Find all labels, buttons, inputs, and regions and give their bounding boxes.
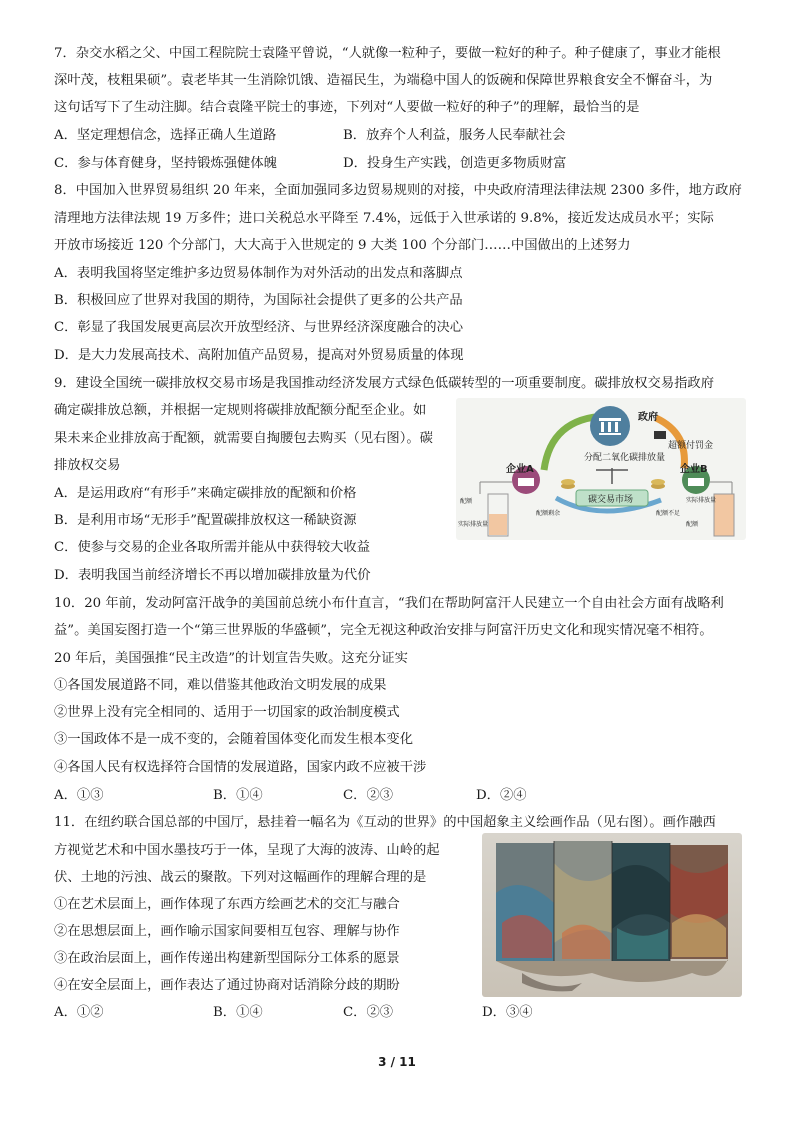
q11-option-c: C．②③ <box>343 1005 394 1020</box>
q8-stem-line-2: 清理地方法律法规 19 万多件；进口关税总水平降至 7.4%，远低于入世承诺的 9.8%，接近发达成员水平；实际 <box>54 211 714 226</box>
q9-option-d: D．表明我国当前经济增长不再以增加碳排放量为代价 <box>54 568 371 583</box>
q11-option-b: B．①④ <box>213 1005 263 1020</box>
q8-option-d: D．是大力发展高技术、高附加值产品贸易，提高对外贸易质量的体现 <box>54 348 464 363</box>
q11-statement-4: ④在安全层面上，画作表达了通过协商对话消除分歧的期盼 <box>54 978 400 993</box>
q7-stem-line-2: 深叶茂，枝粗果硕”。袁老毕其一生消除饥饿、造福民生，为端稳中国人的饭碗和保障世界粮食安全不懈奋斗，为 <box>54 73 713 88</box>
q9-stem-line-2: 确定碳排放总额，并根据一定规则将碳排放配额分配至企业。如 <box>54 403 427 418</box>
firm-b-quota-label: 配额 <box>686 521 699 528</box>
q9-stem-line-1: 9．建设全国统一碳排放权交易市场是我国推动经济发展方式绿色低碳转型的一项重要制度。碳排放权交易指政府 <box>54 376 715 391</box>
q11-statement-3: ③在政治层面上，画作传递出构建新型国际分工体系的愿景 <box>54 951 400 966</box>
q9-option-c: C．使参与交易的企业各取所需并能从中获得较大收益 <box>54 540 371 555</box>
q7-option-c: C．参与体育健身，坚持锻炼强健体魄 <box>54 156 277 171</box>
q9-stem-line-3: 果未来企业排放高于配额，就需要自掏腰包去购买（见右图）。碳 <box>54 431 433 446</box>
q11-statement-1: ①在艺术层面上，画作体现了东西方绘画艺术的交汇与融合 <box>54 897 400 912</box>
firm-a-quota-label: 配额 <box>460 498 473 505</box>
q8-stem-line-1: 8．中国加入世界贸易组织 20 年来，全面加强同多边贸易规则的对接，中央政府清理法律法规 2300 多件，地方政府 <box>54 183 742 198</box>
q10-stem-line-2: 益”。美国妄图打造一个“第三世界版的华盛顿”，完全无视这种政治安排与阿富汗历史文化和现实情况毫不相符。 <box>54 623 713 638</box>
q9-option-a: A．是运用政府“有形手”来确定碳排放的配额和价格 <box>54 486 357 501</box>
painting-interactive-world <box>482 833 742 997</box>
q10-statement-3: ③一国政体不是一成不变的，会随着国体变化而发生根本变化 <box>54 732 414 747</box>
firm-a-actual-label: 实际排放量 <box>458 521 489 528</box>
q7-option-d: D．投身生产实践，创造更多物质财富 <box>343 156 567 171</box>
q7-option-a: A．坚定理想信念，选择正确人生道路 <box>54 128 277 143</box>
q11-option-d: D．③④ <box>482 1005 533 1020</box>
firm-a-remaining-label: 配额剩余 <box>536 510 561 517</box>
carbon-trading-diagram <box>456 398 746 540</box>
q9-stem-line-4: 排放权交易 <box>54 458 121 473</box>
q7-option-b: B．放弃个人利益，服务人民奉献社会 <box>343 128 566 143</box>
q10-option-b: B．①④ <box>213 788 263 803</box>
market-label: 碳交易市场 <box>588 495 634 505</box>
q10-option-a: A．①③ <box>54 788 104 803</box>
q7-stem-line-1: 7．杂交水稻之父、中国工程院院士袁隆平曾说，“人就像一粒种子，要做一粒好的种子。种子健康了，事业才能根 <box>54 46 721 61</box>
q11-stem-line-1: 11．在纽约联合国总部的中国厅，悬挂着一幅名为《互动的世界》的中国超象主义绘画作品（见右图）。画作融西 <box>54 815 716 830</box>
q10-option-c: C．②③ <box>343 788 394 803</box>
page-number: 3 / 11 <box>378 1055 416 1069</box>
q9-option-b: B．是利用市场“无形手”配置碳排放权这一稀缺资源 <box>54 513 357 528</box>
firm-b-short-label: 配额不足 <box>656 510 681 517</box>
q11-stem-line-2: 方视觉艺术和中国水墨技巧于一体，呈现了大海的波涛、山岭的起 <box>54 843 440 858</box>
q10-option-d: D．②④ <box>476 788 527 803</box>
q10-statement-2: ②世界上没有完全相同的、适用于一切国家的政治制度模式 <box>54 705 400 720</box>
government-label: 政府 <box>638 412 658 423</box>
q11-stem-line-3: 伏、土地的污浊、战云的聚散。下列对这幅画作的理解合理的是 <box>54 870 427 885</box>
q8-stem-line-3: 开放市场接近 120 个分部门，大大高于入世规定的 9 大类 100 个分部门……中国做出的上述努力 <box>54 238 631 253</box>
firm-b-actual-label: 实际排放量 <box>686 497 717 504</box>
q10-statement-1: ①各国发展道路不同，难以借鉴其他政治文明发展的成果 <box>54 678 387 693</box>
q11-option-a: A．①② <box>54 1005 104 1020</box>
fine-label: 超额付罚金 <box>668 441 714 451</box>
allocate-label: 分配二氧化碳排放量 <box>584 453 666 463</box>
q8-option-c: C．彰显了我国发展更高层次开放型经济、与世界经济深度融合的决心 <box>54 320 464 335</box>
money-icon <box>654 431 666 439</box>
q8-option-b: B．积极回应了世界对我国的期待，为国际社会提供了更多的公共产品 <box>54 293 463 308</box>
firm-a-label: 企业A <box>506 464 534 475</box>
q10-statement-4: ④各国人民有权选择符合国情的发展道路，国家内政不应被干涉 <box>54 760 427 775</box>
q7-stem-line-3: 这句话写下了生动注脚。结合袁隆平院士的事迹，下列对“人要做一粒好的种子”的理解，最恰当的是 <box>54 100 640 115</box>
q11-statement-2: ②在思想层面上，画作喻示国家间要相互包容、理解与协作 <box>54 924 400 939</box>
q10-stem-line-3: 20 年后，美国强推“民主改造”的计划宣告失败。这充分证实 <box>54 651 408 666</box>
firm-b-actual-bar <box>714 494 734 536</box>
q8-option-a: A．表明我国将坚定维护多边贸易体制作为对外活动的出发点和落脚点 <box>54 266 463 281</box>
firm-b-label: 企业B <box>680 464 708 475</box>
q10-stem-line-1: 10．20 年前，发动阿富汗战争的美国前总统小布什直言，“我们在帮助阿富汗人民建立一个自由社会方面有战略利 <box>54 596 724 611</box>
